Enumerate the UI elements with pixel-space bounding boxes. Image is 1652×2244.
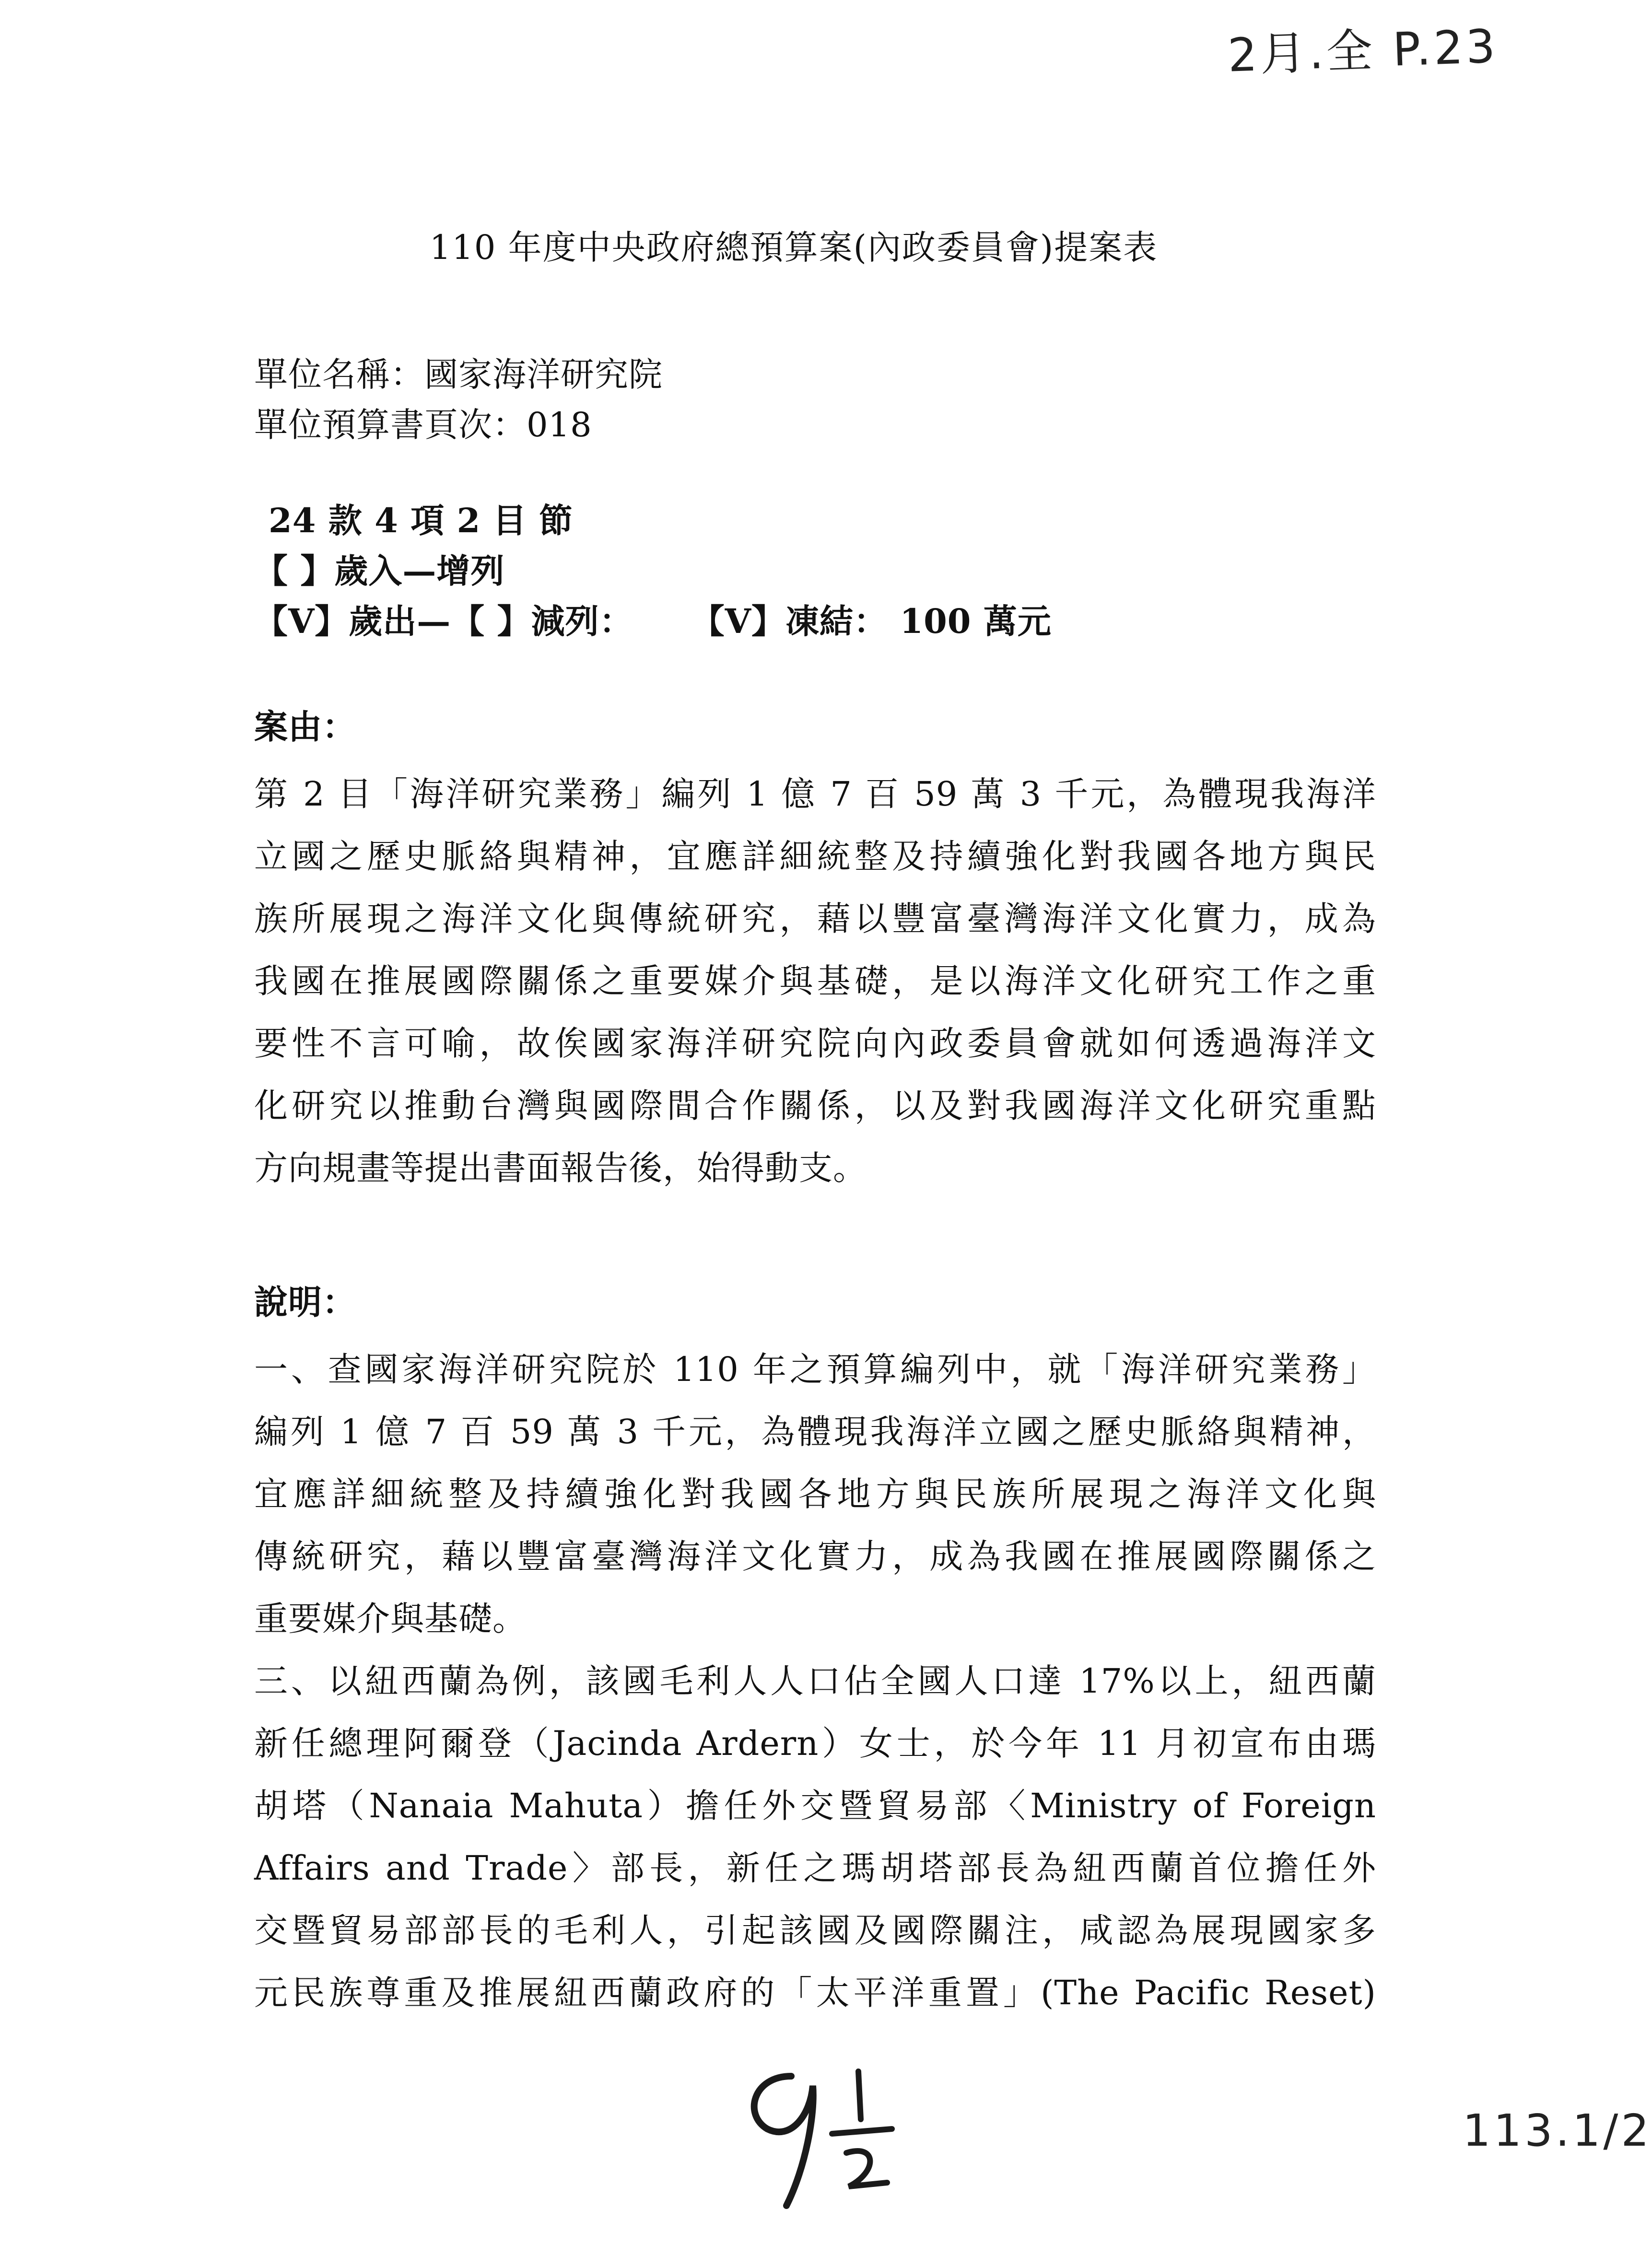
explanation-line: 胡塔（Nanaia Mahuta）擔任外交暨貿易部〈Ministry of Foreign: [254, 1786, 1376, 1825]
explanation-line: 傳統研究，藉以豐富臺灣海洋文化實力，成為我國在推展國際關係之: [254, 1537, 1376, 1576]
revenue-line: 【 】歲入—增列: [254, 551, 505, 591]
explanation-line: 一、查國家海洋研究院於 110 年之預算編列中，就「海洋研究業務」: [254, 1350, 1376, 1389]
explanation-line: 宜應詳細統整及持續強化對我國各地方與民族所展現之海洋文化與: [254, 1474, 1376, 1514]
handwritten-page-number: [734, 2057, 935, 2215]
budget-item: 24 款 4 項 2 目 節: [269, 501, 574, 540]
explanation-line: 編列 1 億 7 百 59 萬 3 千元，為體現我海洋立國之歷史脈絡與精神，: [254, 1412, 1376, 1451]
unit-name: 單位名稱：國家海洋研究院: [254, 355, 663, 394]
document-title: 110 年度中央政府總預算案(內政委員會)提案表: [429, 228, 1158, 267]
unit-budget-page: 單位預算書頁次：018: [254, 405, 592, 444]
reason-line: 化研究以推動台灣與國際間合作關係，以及對我國海洋文化研究重點: [254, 1086, 1376, 1125]
reason-line: 要性不言可喻，故俟國家海洋研究院向內政委員會就如何透過海洋文: [254, 1024, 1376, 1063]
reason-heading: 案由：: [254, 707, 356, 747]
explanation-line: 交暨貿易部部長的毛利人，引起該國及國際關注，咸認為展現國家多: [254, 1911, 1376, 1950]
explanation-line: 三、以紐西蘭為例，該國毛利人人口佔全國人口達 17%以上，紐西蘭: [254, 1661, 1376, 1701]
reason-line: 我國在推展國際關係之重要媒介與基礎，是以海洋文化研究工作之重: [254, 961, 1376, 1001]
explanation-heading: 說明：: [254, 1282, 356, 1322]
explanation-line: 重要媒介與基礎。: [254, 1599, 527, 1638]
expenditure-line: [254, 595, 1052, 643]
handwritten-page-note: 2月.全 P.23: [1227, 19, 1499, 82]
reason-line: 立國之歷史脈絡與精神，宜應詳細統整及持續強化對我國各地方與民: [254, 837, 1376, 876]
freeze-amount: 【V】凍結： 100 萬元: [691, 601, 1052, 641]
reason-line: 族所展現之海洋文化與傳統研究，藉以豐富臺灣海洋文化實力，成為: [254, 899, 1376, 938]
explanation-line: Affairs and Trade〉部長，新任之瑪胡塔部長為紐西蘭首位擔任外: [254, 1848, 1376, 1888]
handwritten-margin-note: 113.1/2: [1463, 2105, 1652, 2156]
reason-line: 第 2 目「海洋研究業務」編列 1 億 7 百 59 萬 3 千元，為體現我海洋: [254, 774, 1376, 814]
explanation-line: 元民族尊重及推展紐西蘭政府的「太平洋重置」(The Pacific Reset): [254, 1973, 1376, 2012]
reason-line: 方向規畫等提出書面報告後，始得動支。: [254, 1148, 867, 1188]
expenditure-reduce: 【V】歲出—【 】減列：: [254, 601, 633, 641]
explanation-line: 新任總理阿爾登（Jacinda Ardern）女士，於今年 11 月初宣布由瑪: [254, 1724, 1376, 1763]
